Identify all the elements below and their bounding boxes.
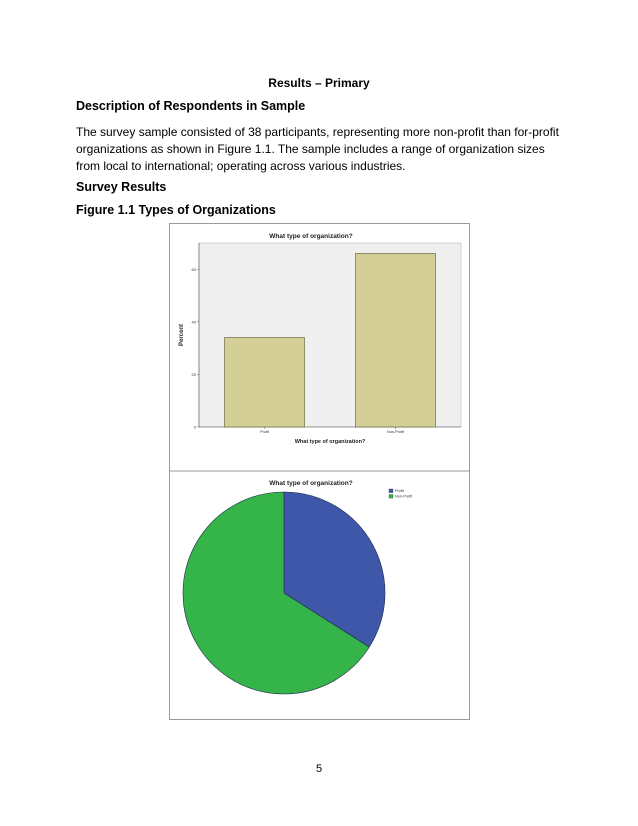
figure-caption: Figure 1.1 Types of Organizations [76,203,276,217]
survey-results-heading: Survey Results [76,180,167,194]
bar-chart-title: What type of organization? [269,233,353,240]
bar-profit [225,338,305,427]
section-title: Results – Primary [268,76,370,90]
page-number: 5 [315,763,323,775]
pie-slices [183,492,385,694]
legend-label: Non-Profit [395,494,413,499]
figure-svg [169,223,470,720]
y-tick-label: 0 [193,424,196,430]
legend-label: Profit [395,489,404,494]
x-tick-label: Profit [260,430,269,434]
x-tick-label: Non-Profit [386,430,405,434]
pie-chart-title: What type of organization? [269,480,353,487]
respondents-heading: Description of Respondents in Sample [76,99,306,113]
y-tick-label: 40 [191,319,196,325]
figure-1-1 [169,223,470,720]
y-tick-label: 20 [191,371,196,377]
legend-swatch [389,495,393,499]
bar-non-profit [356,254,436,427]
bar-chart [179,233,461,445]
legend-swatch [389,489,393,493]
description-paragraph: The survey sample consisted of 38 participants, representing more non-profit than for-profit organizations as shown in Figure 1.1. The sample includes a range of organization sizes from local to international; operating across various industries. [76,125,559,173]
y-axis-label: Percent [179,323,185,347]
y-tick-label: 60 [191,266,196,272]
x-axis-label: What type of organization? [294,439,366,445]
